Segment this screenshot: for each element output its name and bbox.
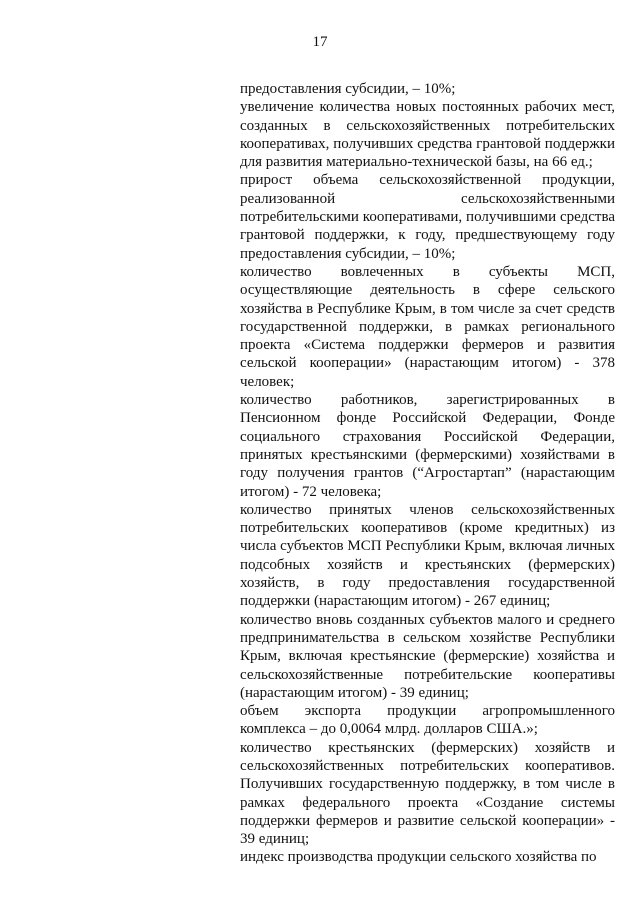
paragraph-export-volume: объем экспорта продукции агропромышленного комплекса – до 0,0064 млрд. долларов США.»;	[240, 703, 615, 738]
page-number: 17	[312, 34, 328, 50]
paragraph-new-sme: количество вновь созданных субъектов малого и среднего предпринимательства в сельском хозяйстве Республики Крым, включая крестьянские (фермерские) хозяйства и сельскохозяйственные потребительские кооперативы (нарастающим итогом) - 39 единиц;	[240, 611, 615, 701]
paragraph-production-index: индекс производства продукции сельского хозяйства по	[240, 849, 597, 866]
paragraph-coop-members: количество принятых членов сельскохозяйственных потребительских кооперативов (кроме кредитных) из числа субъектов МСП Республики Крым, включая личных подсобных хозяйств и крестьянских (фермерских) хозяйств, в году предоставления государственной поддержки (нарастающим итогом) - 267 единиц;	[240, 501, 615, 610]
paragraph-farms-supported: количество крестьянских (фермерских) хозяйств и сельскохозяйственных потребительских кооперативов. Получивших государственную поддержку, в том числе в рамках федерального проекта «Создание системы поддержки фермеров и развитие сельской кооперации» - 39 единиц;	[240, 739, 615, 848]
paragraph-subsidy-end: предоставления субсидии, – 10%;	[240, 81, 456, 97]
paragraph-new-jobs: увеличение количества новых постоянных рабочих мест, созданных в сельскохозяйственных потребительских кооперативах, получивших средства грантовой поддержки для развития материально-технической базы, на 66 ед.;	[240, 99, 615, 171]
paragraph-workers-registered: количество работников, зарегистрированных в Пенсионном фонде Российской Федерации, Фонде социального страхования Российской Федерации, принятых крестьянскими (фермерскими) хозяйствами в году получения грантов (“Агростартап” (нарастающим итогом) - 72 человека;	[240, 392, 615, 500]
document-body	[240, 80, 615, 867]
paragraph-msp-involved: количество вовлеченных в субъекты МСП, осуществляющие деятельность в сфере сельского хозяйства в Республике Крым, в том числе за счет средств государственной поддержки, в рамках регионального проекта «Система поддержки фермеров и развития сельской кооперации» (нарастающим итогом) - 378 человек;	[240, 263, 615, 390]
paragraph-production-growth: прирост объема сельскохозяйственной продукции, реализованной сельскохозяйственными потребительскими кооперативами, получившими средства грантовой поддержки, к году, предшествующему году предоставления субсидии, – 10%;	[240, 172, 615, 262]
